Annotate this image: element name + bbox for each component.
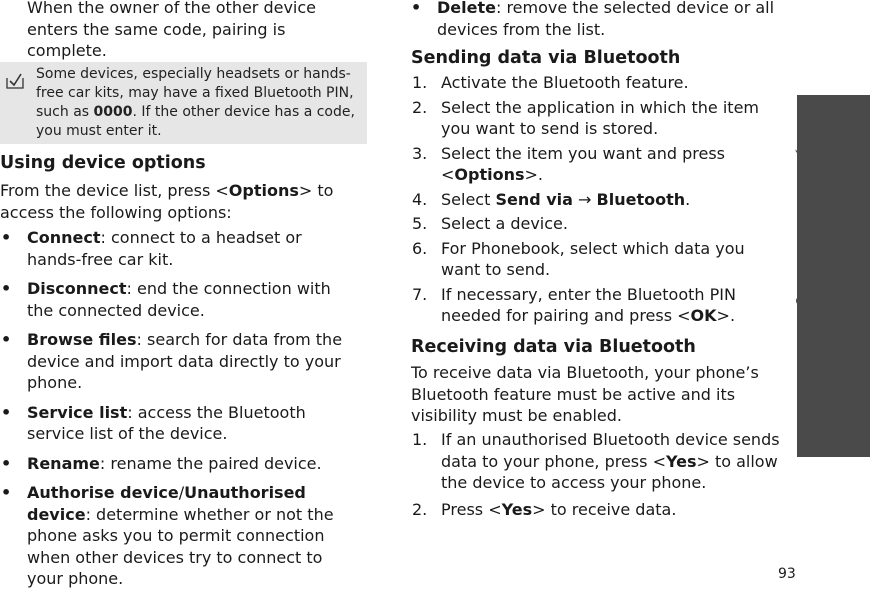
list-item: • Service list: access the Bluetooth service list of the device.	[1, 402, 306, 443]
step-item: 2. Press <Yes> to receive data.	[412, 499, 677, 519]
note-text: Some devices, especially headsets or hands-free car kits, may have a fixed Bluetooth PIN, such as 0000. If the other device has a code, you must enter it.	[36, 66, 355, 139]
step-item: 6. For Phonebook, select which data you want to send.	[412, 238, 745, 279]
chapter-title: Menu functions	[794, 96, 814, 231]
list-item: • Connect: connect to a headset or hands-free car kit.	[1, 228, 302, 269]
step-item: 1. Activate the Bluetooth feature.	[412, 73, 689, 92]
list-item: • Disconnect: end the connection with the connected device.	[1, 279, 331, 320]
step-item: 5. Select a device.	[412, 214, 568, 233]
list-item: • Rename: rename the paired device.	[1, 453, 322, 473]
step-item: 1. If an unauthorised Bluetooth device sends data to your phone, press <Yes> to allow the device to access your phone.	[412, 430, 780, 492]
page-number: 93	[778, 566, 796, 582]
chapter-sidebar-label	[794, 96, 828, 456]
receiving-paragraph: To receive data via Bluetooth, your phone’s Bluetooth feature must be active and its visibility must be enabled.	[411, 363, 759, 425]
receiving-steps	[410, 429, 785, 520]
list-item: • Browse files: search for data from the device and import data directly to your phone.	[1, 330, 343, 392]
note-check-icon	[4, 70, 26, 92]
intro-paragraph: When the owner of the other device enters the same code, pairing is complete.	[27, 0, 317, 60]
step-item: 2. Select the application in which the item you want to send is stored.	[412, 97, 759, 138]
section-heading-receiving: Receiving data via Bluetooth	[411, 337, 696, 357]
sending-steps	[410, 72, 785, 327]
arrow-icon: →	[572, 189, 597, 209]
step-item: 3. Select the item you want and press <Options>.	[412, 143, 725, 184]
section-heading-device-options: Using device options	[0, 153, 206, 173]
options-list-continued	[410, 0, 785, 40]
note-box	[0, 62, 367, 144]
options-list	[0, 227, 360, 590]
device-options-intro: From the device list, press <Options> to access the following options:	[0, 181, 334, 222]
list-item: • Delete: remove the selected device or all devices from the list.	[411, 0, 775, 39]
step-item: 4. Select Send via → Bluetooth.	[412, 189, 691, 209]
step-item: 7. If necessary, enter the Bluetooth PIN needed for pairing and press <OK>.	[412, 284, 736, 325]
chapter-subtitle: Settings (Menu 9)	[795, 255, 811, 381]
section-heading-sending: Sending data via Bluetooth	[411, 48, 681, 68]
list-item: • Authorise device/Unauthorised device: determine whether or not the phone asks you to permit connection when other devices try to connect to your phone.	[1, 483, 334, 588]
